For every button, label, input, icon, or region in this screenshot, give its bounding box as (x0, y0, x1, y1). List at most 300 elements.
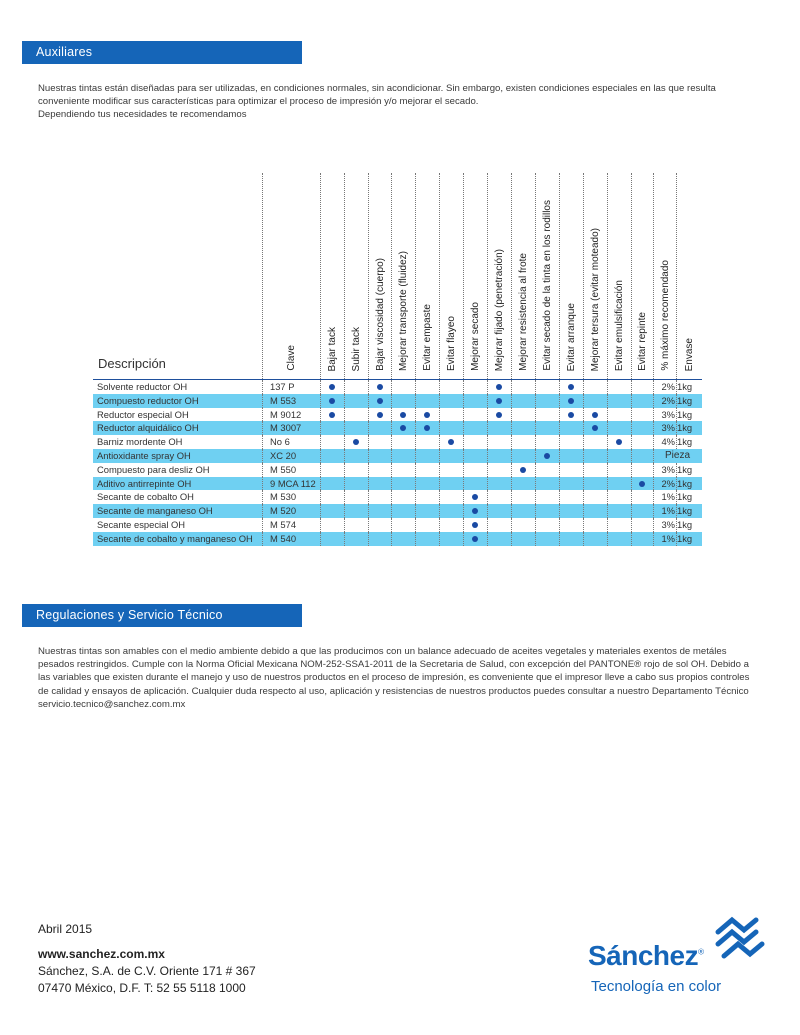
cell-separator (607, 490, 608, 504)
cell-separator (415, 449, 416, 463)
product-description: Secante especial OH (97, 518, 186, 530)
recommendation-dot (472, 494, 478, 500)
cell-separator (463, 463, 464, 477)
cell-separator (439, 490, 440, 504)
column-label: Bajar viscosidad (cuerpo) (374, 258, 386, 371)
cell-separator (320, 408, 321, 422)
column-label: Mejorar resistencia al frote (518, 253, 529, 371)
cell-separator (607, 532, 608, 546)
footer (38, 921, 256, 997)
cell-separator (344, 504, 345, 518)
recommendation-dot (353, 439, 359, 445)
product-description: Secante de cobalto y manganeso OH (97, 532, 253, 544)
cell-separator (391, 408, 392, 422)
cell-separator (583, 449, 584, 463)
support-email: servicio.tecnico@sanchez.com.mx (38, 698, 186, 710)
sanchez-logo-icon (710, 912, 766, 968)
cell-separator (463, 490, 464, 504)
cell-separator (262, 435, 263, 449)
product-description: Reductor especial OH (97, 408, 189, 420)
column-label: Mejorar transporte (fluidez) (398, 250, 409, 371)
company-address-city: 07470 México, D.F. T: 52 55 5118 1000 (38, 981, 246, 995)
product-code: XC 20 (270, 449, 297, 461)
product-code: No 6 (270, 436, 290, 448)
cell-separator (320, 435, 321, 449)
cell-separator (487, 449, 488, 463)
column-header (262, 173, 321, 379)
column-header (653, 173, 677, 379)
product-description: Antioxidante spray OH (97, 449, 191, 461)
recommendation-dot (400, 412, 406, 418)
product-description: Compuesto para desliz OH (97, 463, 210, 475)
column-label: % máximo recomendado (659, 260, 671, 371)
cell-separator (439, 449, 440, 463)
cell-separator (631, 490, 632, 504)
regulaciones-line: pesados restringidos. Cumple con la Norma Oficial Mexicana NOM-252-SSA1-2011 de la Secretaria de Salud, con excepción del PANTONE® rojo de sol OH. Debido a (38, 659, 749, 671)
cell-separator (262, 504, 263, 518)
cell-separator (559, 463, 560, 477)
cell-separator (607, 408, 608, 422)
package-size: 1kg (677, 518, 693, 530)
recommendation-dot (592, 425, 598, 431)
cell-separator (631, 518, 632, 532)
column-header (631, 173, 654, 379)
recommendation-dot (568, 412, 574, 418)
cell-separator (559, 518, 560, 532)
cell-separator (631, 394, 632, 408)
column-header (344, 173, 369, 379)
cell-separator (511, 518, 512, 532)
cell-separator (320, 490, 321, 504)
column-header (368, 173, 392, 379)
cell-separator (583, 518, 584, 532)
table-row (93, 490, 702, 504)
max-percentage: 2% (661, 381, 675, 392)
table-row (93, 532, 702, 546)
recommendation-dot (329, 398, 335, 404)
recommendation-dot (424, 425, 430, 431)
cell-separator (415, 463, 416, 477)
table-row (93, 408, 702, 422)
cell-separator (415, 435, 416, 449)
cell-separator (487, 518, 488, 532)
cell-separator (344, 421, 345, 435)
cell-separator (368, 477, 369, 491)
website-link[interactable]: www.sanchez.com.mx (38, 947, 165, 961)
table-row (93, 449, 702, 463)
cell-separator (262, 380, 263, 394)
max-percentage: 3% (661, 408, 675, 420)
recommendation-dot (377, 398, 383, 404)
cell-separator (439, 518, 440, 532)
recommendation-dot (472, 522, 478, 528)
intro-line: conveniente modificar sus características para optimizar el proceso de impresión y/o mejorar el secado. (38, 96, 479, 108)
recommendation-dot (424, 412, 430, 418)
column-label: Envase (684, 337, 695, 371)
regulaciones-paragraph (38, 645, 764, 711)
max-percentage: 1% (661, 505, 675, 517)
regulaciones-line: de calidad y ensayos de aplicación. Cualquier duda respecto al uso, aplicación y resistencias de nuestros productos puedes consultar a nuestro Departamento Técnico (38, 685, 749, 697)
cell-separator (653, 421, 654, 435)
cell-separator (391, 421, 392, 435)
cell-separator (439, 435, 440, 449)
cell-separator (487, 463, 488, 477)
column-header (535, 173, 560, 379)
cell-separator (511, 449, 512, 463)
cell-separator (368, 518, 369, 532)
recommendation-dot (472, 508, 478, 514)
column-header (559, 173, 584, 379)
table-row (93, 463, 702, 477)
max-percentage: 4% (661, 436, 675, 448)
column-label: Bajar tack (327, 326, 338, 371)
recommendation-dot (400, 425, 406, 431)
cell-separator (583, 394, 584, 408)
cell-separator (535, 408, 536, 422)
cell-separator (607, 504, 608, 518)
cell-separator (439, 504, 440, 518)
max-percentage: 3% (661, 518, 675, 530)
column-header (439, 173, 464, 379)
cell-separator (487, 490, 488, 504)
column-label: Mejorar tersura (evitar moteado) (590, 227, 601, 371)
recommendation-dot (639, 481, 645, 487)
cell-separator (344, 435, 345, 449)
regulaciones-line: Nuestras tintas son amables con el medio ambiente debido a que las producimos con un balance adecuado de aceites vegetales y materiales exentos de metáles (38, 646, 727, 657)
cell-separator (368, 504, 369, 518)
column-header (511, 173, 536, 379)
recommendation-dot (568, 384, 574, 390)
cell-separator (320, 394, 321, 408)
cell-separator (368, 490, 369, 504)
cell-separator (487, 477, 488, 491)
cell-separator (439, 394, 440, 408)
intro-line: Nuestras tintas están diseñadas para ser utilizadas, en condiciones normales, sin acondicionar. Sin embargo, existen condiciones especiales en las que resulta (38, 83, 716, 94)
table-row (93, 394, 702, 408)
package-size: 1kg (677, 381, 693, 392)
max-percentage: 2% (661, 477, 675, 489)
product-description: Reductor alquidálico OH (97, 422, 199, 434)
product-description: Secante de manganeso OH (97, 505, 213, 517)
cell-separator (344, 477, 345, 491)
cell-separator (487, 532, 488, 546)
product-code: M 530 (270, 491, 297, 503)
cell-separator (487, 421, 488, 435)
cell-separator (391, 532, 392, 546)
table-body (93, 380, 702, 546)
package-size: 1kg (677, 463, 693, 475)
cell-separator (344, 518, 345, 532)
cell-separator (415, 408, 416, 422)
cell-separator (463, 504, 464, 518)
cell-separator (511, 421, 512, 435)
cell-separator (487, 394, 488, 408)
cell-separator (262, 408, 263, 422)
cell-separator (487, 435, 488, 449)
cell-separator (463, 532, 464, 546)
cell-separator (415, 518, 416, 532)
table-row (93, 380, 702, 394)
recommendation-dot (496, 398, 502, 404)
column-header (391, 173, 416, 379)
recommendation-dot (377, 412, 383, 418)
cell-separator (463, 518, 464, 532)
cell-separator (511, 380, 512, 394)
cell-separator (415, 421, 416, 435)
cell-separator (368, 435, 369, 449)
product-code: M 574 (270, 518, 297, 530)
cell-separator (344, 394, 345, 408)
cell-separator (583, 504, 584, 518)
cell-separator (487, 504, 488, 518)
cell-separator (320, 477, 321, 491)
regulaciones-title: Regulaciones y Servicio Técnico (36, 608, 223, 622)
cell-separator (439, 421, 440, 435)
cell-separator (653, 518, 654, 532)
cell-separator (415, 504, 416, 518)
cell-separator (653, 380, 654, 394)
cell-separator (607, 477, 608, 491)
cell-separator (320, 421, 321, 435)
cell-separator (631, 421, 632, 435)
recommendation-dot (377, 384, 383, 390)
cell-separator (320, 504, 321, 518)
max-percentage: 3% (661, 422, 675, 434)
cell-separator (653, 463, 654, 477)
recommendation-dot (448, 439, 454, 445)
auxiliares-title: Auxiliares (36, 45, 93, 59)
product-code: M 3007 (270, 422, 302, 434)
cell-separator (391, 435, 392, 449)
table-row (93, 421, 702, 435)
recommendation-dot (472, 536, 478, 542)
cell-separator (535, 532, 536, 546)
cell-separator (439, 408, 440, 422)
column-label: Mejorar fijado (penetración) (494, 248, 505, 371)
column-label: Mejorar secado (470, 302, 481, 371)
cell-separator (653, 408, 654, 422)
recommendation-dot (496, 412, 502, 418)
cell-separator (583, 532, 584, 546)
package-size: 1kg (677, 436, 693, 448)
cell-separator (583, 477, 584, 491)
cell-separator (262, 532, 263, 546)
table-row (93, 504, 702, 518)
brand-tagline: Tecnología en color (591, 978, 722, 995)
table-row (93, 477, 702, 491)
column-label: Evitar flayeo (446, 315, 457, 371)
cell-separator (463, 477, 464, 491)
cell-separator (368, 463, 369, 477)
package-type: Pieza (664, 449, 690, 461)
cell-separator (415, 532, 416, 546)
package-size: 1kg (677, 422, 693, 434)
cell-separator (368, 532, 369, 546)
cell-separator (344, 380, 345, 394)
cell-separator (535, 421, 536, 435)
brand-block (588, 910, 778, 1000)
cell-separator (511, 504, 512, 518)
cell-separator (320, 463, 321, 477)
cell-separator (607, 394, 608, 408)
cell-separator (368, 394, 369, 408)
cell-separator (487, 380, 488, 394)
cell-separator (559, 435, 560, 449)
recommendation-dot (329, 384, 335, 390)
cell-separator (391, 477, 392, 491)
cell-separator (391, 394, 392, 408)
cell-separator (439, 477, 440, 491)
cell-separator (535, 449, 536, 463)
cell-separator (391, 490, 392, 504)
cell-separator (320, 532, 321, 546)
column-header (676, 173, 703, 379)
cell-separator (535, 394, 536, 408)
max-percentage: 3% (661, 463, 675, 475)
column-header (583, 173, 608, 379)
package-size: 1kg (677, 408, 693, 420)
cell-separator (631, 504, 632, 518)
cell-separator (487, 408, 488, 422)
cell-separator (463, 421, 464, 435)
cell-separator (607, 380, 608, 394)
column-header (415, 173, 440, 379)
cell-separator (535, 463, 536, 477)
cell-separator (320, 449, 321, 463)
cell-separator (653, 504, 654, 518)
cell-separator (511, 477, 512, 491)
cell-separator (320, 518, 321, 532)
cell-separator (559, 394, 560, 408)
brand-name: Sánchez® (588, 940, 704, 971)
max-percentage: 2% (661, 394, 675, 406)
cell-separator (344, 532, 345, 546)
cell-separator (463, 394, 464, 408)
product-description: Compuesto reductor OH (97, 394, 199, 406)
cell-separator (607, 463, 608, 477)
cell-separator (535, 490, 536, 504)
package-size: 1kg (677, 491, 693, 503)
cell-separator (463, 380, 464, 394)
cell-separator (368, 421, 369, 435)
cell-separator (391, 463, 392, 477)
auxiliares-table (93, 170, 702, 546)
package-size: 1kg (677, 394, 693, 406)
cell-separator (631, 408, 632, 422)
cell-separator (583, 380, 584, 394)
cell-separator (368, 408, 369, 422)
cell-separator (463, 408, 464, 422)
cell-separator (511, 435, 512, 449)
cell-separator (535, 518, 536, 532)
cell-separator (262, 449, 263, 463)
column-label: Subir tack (351, 326, 362, 371)
product-description: Aditivo antirrepinte OH (97, 477, 192, 489)
cell-separator (415, 394, 416, 408)
cell-separator (439, 532, 440, 546)
product-code: M 550 (270, 463, 297, 475)
product-code: M 553 (270, 394, 297, 406)
product-code: M 540 (270, 532, 297, 544)
recommendation-dot (329, 412, 335, 418)
table-header (93, 170, 702, 380)
cell-separator (368, 449, 369, 463)
regulaciones-line: las variables que existen durante el manejo y uso de nuestros productos en el proceso de impresión, es conveniente que el impresor lleve a cabo sus propios controles (38, 672, 750, 684)
cell-separator (262, 490, 263, 504)
cell-separator (583, 435, 584, 449)
cell-separator (262, 477, 263, 491)
description-header: Descripción (98, 356, 166, 371)
cell-separator (535, 477, 536, 491)
auxiliares-header (22, 41, 302, 64)
column-header (607, 173, 632, 379)
recommendation-dot (568, 398, 574, 404)
table-row (93, 435, 702, 449)
cell-separator (511, 532, 512, 546)
cell-separator (320, 380, 321, 394)
cell-separator (439, 463, 440, 477)
column-header (320, 173, 345, 379)
cell-separator (559, 380, 560, 394)
cell-separator (583, 490, 584, 504)
publication-date: Abril 2015 (38, 922, 93, 936)
cell-separator (653, 477, 654, 491)
product-description: Solvente reductor OH (97, 381, 188, 392)
cell-separator (631, 380, 632, 394)
company-address: Sánchez, S.A. de C.V. Oriente 171 # 367 (38, 964, 256, 978)
cell-separator (368, 380, 369, 394)
cell-separator (559, 449, 560, 463)
recommendation-dot (496, 384, 502, 390)
intro-line: Dependiendo tus necesidades te recomendamos (38, 109, 247, 121)
cell-separator (463, 435, 464, 449)
product-code: M 9012 (270, 408, 302, 420)
cell-separator (344, 449, 345, 463)
package-size: 1kg (677, 505, 693, 517)
cell-separator (653, 490, 654, 504)
product-code: 137 P (270, 381, 295, 392)
cell-separator (439, 380, 440, 394)
cell-separator (653, 435, 654, 449)
package-size: 1kg (677, 477, 693, 489)
table-row (93, 518, 702, 532)
cell-separator (653, 532, 654, 546)
cell-separator (607, 421, 608, 435)
recommendation-dot (592, 412, 598, 418)
cell-separator (559, 490, 560, 504)
cell-separator (344, 490, 345, 504)
cell-separator (391, 380, 392, 394)
cell-separator (262, 421, 263, 435)
column-label: Evitar arranque (566, 302, 577, 371)
column-label: Evitar empaste (422, 304, 433, 371)
recommendation-dot (544, 453, 550, 459)
cell-separator (535, 380, 536, 394)
recommendation-dot (520, 467, 526, 473)
cell-separator (653, 394, 654, 408)
package-size: 1kg (677, 532, 693, 544)
recommendation-dot (616, 439, 622, 445)
product-description: Barniz mordente OH (97, 436, 183, 448)
cell-separator (535, 435, 536, 449)
cell-separator (344, 463, 345, 477)
product-code: 9 MCA 112 (270, 477, 316, 489)
cell-separator (511, 490, 512, 504)
max-percentage: 1% (661, 491, 675, 503)
cell-separator (415, 477, 416, 491)
cell-separator (559, 532, 560, 546)
cell-separator (391, 504, 392, 518)
